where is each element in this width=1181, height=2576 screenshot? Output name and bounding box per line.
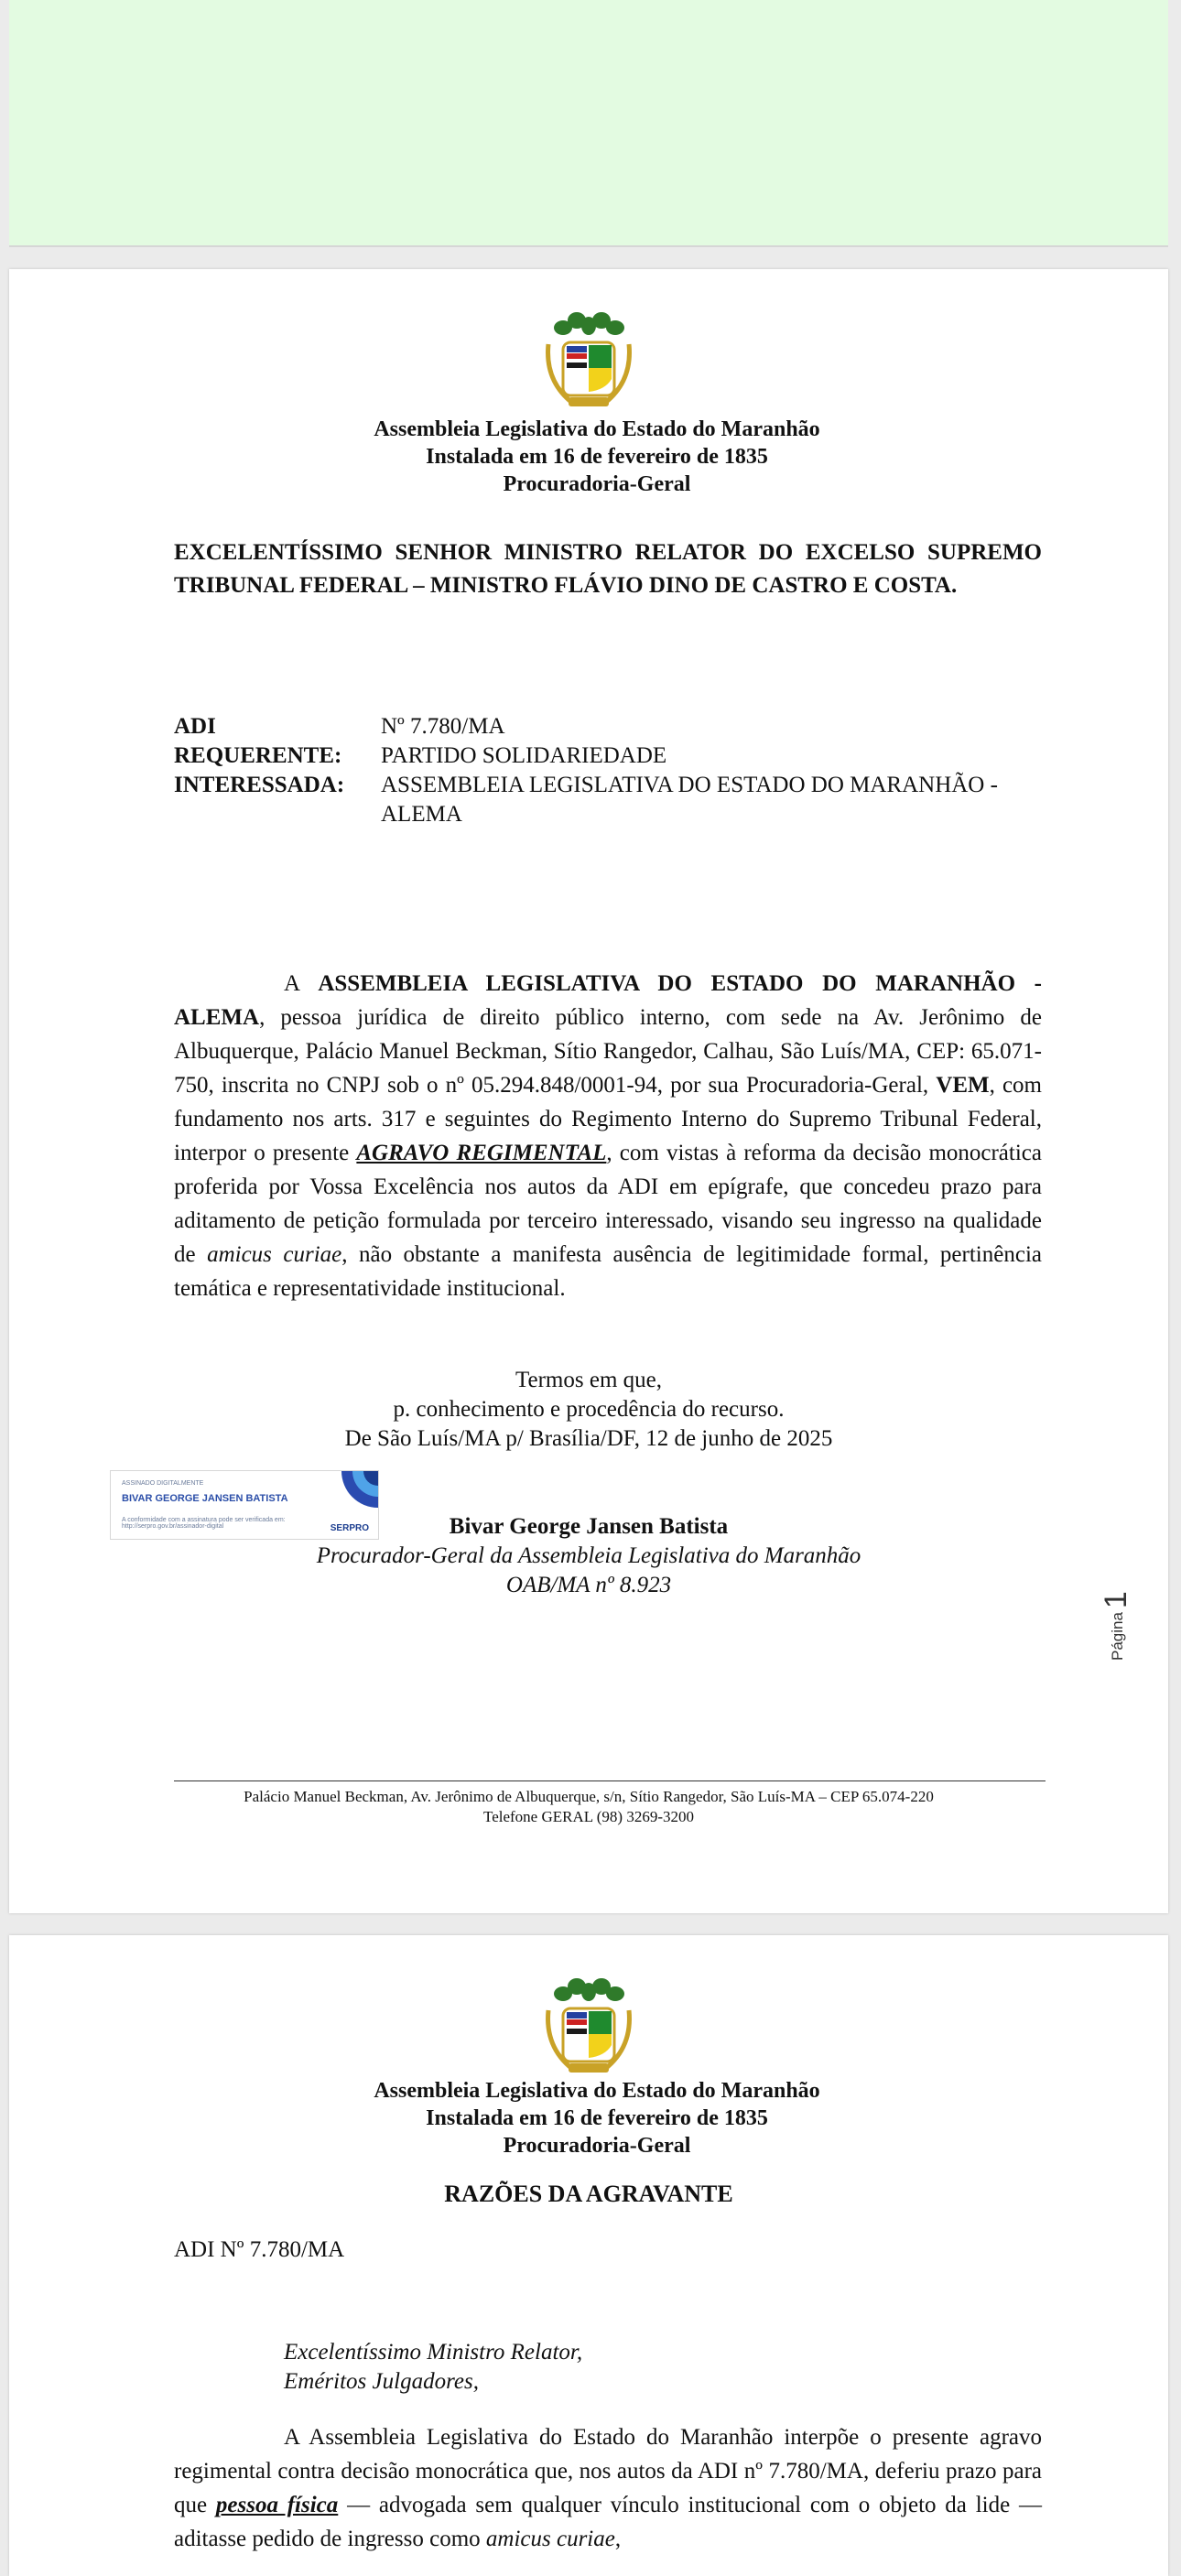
coat-of-arms-icon <box>536 1974 642 2080</box>
stamp-header: ASSINADO DIGITALMENTE <box>122 1480 204 1487</box>
body-text: A Assembleia Legislativa do Estado do Maranhão interpõe o presente agravo regimental contra decisão monocrática que, nos autos da ADI nº 7.780/MA, deferiu prazo para que <box>174 2425 1042 2517</box>
body-text: , não obstante a manifesta ausência de legitimidade formal, pertinência temática e representatividade institucional. <box>174 1242 1042 1301</box>
letterhead-founded: Instalada em 16 de fevereiro de 1835 <box>426 445 768 469</box>
body-text: — advogada sem qualquer vínculo institucional com o objeto da lide — aditasse pedido de ingresso como <box>174 2493 1042 2551</box>
document-page-2 <box>9 1935 1168 2576</box>
adi-reference: ADI Nº 7.780/MA <box>174 2237 345 2262</box>
vem-keyword: VEM <box>936 1073 990 1098</box>
reasons-paragraph <box>174 2420 1042 2556</box>
letterhead-department: Procuradoria-Geral <box>503 2134 691 2158</box>
signer-role: Procurador-Geral da Assembleia Legislativa do Maranhão <box>316 1543 861 1568</box>
top-panel <box>9 0 1168 247</box>
meta-key: INTERESSADA: <box>174 773 345 797</box>
body-text: , <box>614 2527 622 2551</box>
case-metadata <box>174 712 1044 829</box>
meta-value: Nº 7.780/MA <box>381 714 505 739</box>
serpro-logo: SERPRO <box>330 1523 369 1533</box>
letterhead-institution: Assembleia Legislativa do Estado do Maranhão <box>374 2079 820 2103</box>
salutation-line: Eméritos Julgadores, <box>284 2369 479 2394</box>
salutation <box>284 2338 582 2397</box>
footer-divider <box>174 1780 1046 1781</box>
pessoa-fisica-term: pessoa física <box>215 2493 339 2517</box>
signer-oab: OAB/MA nº 8.923 <box>505 1573 672 1597</box>
body-text: , pessoa jurídica de direito público interno, com sede na Av. Jerônimo de Albuquerque, Palácio Manuel Beckman, Sítio Rangedor, Calhau, São Luís/MA, CEP: 65.071-750, inscrita no CNPJ sob o nº 05.294.848/0001-94, por sua Procuradoria-Geral, <box>174 1005 1042 1098</box>
letterhead <box>9 2077 1168 2159</box>
addressee: EXCELENTÍSSIMO SENHOR MINISTRO RELATOR DO EXCELSO SUPREMO TRIBUNAL FEDERAL – MINISTRO FLÁVIO DINO DE CASTRO E COSTA. <box>174 540 1042 598</box>
petition-paragraph <box>174 967 1042 1305</box>
section-title: RAZÕES DA AGRAVANTE <box>444 2181 733 2207</box>
meta-row-requerente <box>174 741 1044 771</box>
amicus-curiae-term: amicus curiae <box>207 1242 342 1267</box>
letterhead-institution: Assembleia Legislativa do Estado do Maranhão <box>374 417 820 441</box>
meta-row-adi <box>174 712 1044 741</box>
body-text: A <box>284 971 319 996</box>
body-text: , com vistas à reforma da decisão monocrática proferida por Vossa Excelência nos autos da ADI em epígrafe, que concedeu prazo para aditamento de petição formulada por terceiro interessado, visando seu ingresso na qualidade de <box>174 1141 1042 1267</box>
meta-value: PARTIDO SOLIDARIEDADE <box>381 743 667 768</box>
salutation-line: Excelentíssimo Ministro Relator, <box>284 2340 583 2365</box>
footer-phone: Telefone GERAL (98) 3269-3200 <box>483 1808 694 1825</box>
entity-name: ASSEMBLEIA LEGISLATIVA DO ESTADO DO MARANHÃO - ALEMA <box>174 971 1042 1030</box>
stamp-arc-icon <box>334 1471 378 1508</box>
signer-name: Bivar George Jansen Batista <box>449 1514 729 1539</box>
stamp-note: A conformidade com a assinatura pode ser verificada em: http://serpro.gov.br/assinador-digital <box>122 1517 286 1530</box>
signature-block <box>9 1512 1168 1600</box>
page-number-label <box>1099 1591 1134 1661</box>
page-footer <box>9 1787 1168 1827</box>
closing-line: Termos em que, <box>515 1368 662 1392</box>
page-number: 1 <box>1099 1591 1133 1609</box>
page-label-text: Página <box>1109 1612 1126 1661</box>
letterhead-founded: Instalada em 16 de fevereiro de 1835 <box>426 2106 768 2130</box>
agravo-regimental-label: AGRAVO REGIMENTAL <box>356 1141 607 1165</box>
meta-key: REQUERENTE: <box>174 743 342 768</box>
letterhead <box>9 416 1168 498</box>
closing-date: De São Luís/MA p/ Brasília/DF, 12 de junho de 2025 <box>344 1426 833 1451</box>
meta-key: ADI <box>174 714 216 739</box>
stamp-signer: BIVAR GEORGE JANSEN BATISTA <box>122 1493 288 1504</box>
body-text: , com fundamento nos arts. 317 e seguintes do Regimento Interno do Supremo Tribunal Federal, interpor o presente <box>174 1073 1042 1165</box>
closing-line: p. conhecimento e procedência do recurso. <box>393 1397 785 1422</box>
closing-block <box>9 1366 1168 1454</box>
meta-value: ASSEMBLEIA LEGISLATIVA DO ESTADO DO MARANHÃO -ALEMA <box>381 773 998 827</box>
amicus-curiae-term: amicus curiae <box>485 2527 615 2551</box>
letterhead-department: Procuradoria-Geral <box>503 472 691 496</box>
footer-address: Palácio Manuel Beckman, Av. Jerônimo de Albuquerque, s/n, Sítio Rangedor, São Luís-MA – CEP 65.074-220 <box>244 1788 934 1805</box>
coat-of-arms-icon <box>536 308 642 414</box>
meta-row-interessada <box>174 771 1044 829</box>
document-page-1 <box>9 269 1168 1913</box>
